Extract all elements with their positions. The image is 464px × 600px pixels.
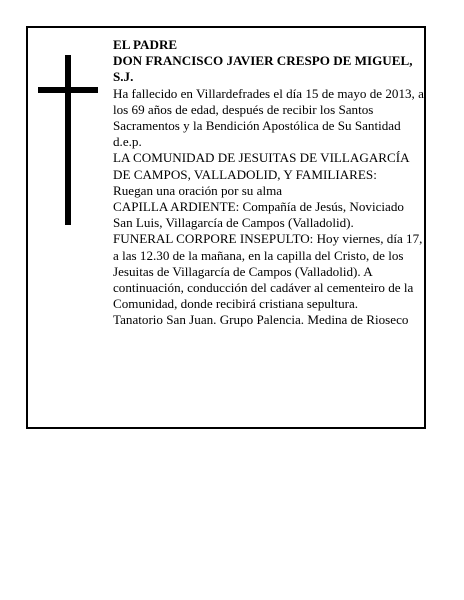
funeral-home: Tanatorio San Juan. Grupo Palencia. Medina de Rioseco [113, 312, 409, 328]
funeral-info: FUNERAL CORPORE INSEPULTO: Hoy viernes, día 17, a las 12.30 de la mañana, en la capilla del Cristo, de los Jesuitas de Villagarcía de Campos (Valladolid). A continuación, conducción del cadáver al cementeiro de la Comunidad, donde recibirá cristiana sepultura. [113, 231, 423, 312]
rest-in-peace: d.e.p. [113, 134, 142, 150]
obituary-notice [26, 26, 426, 429]
cross-vertical-bar [65, 55, 71, 225]
mourners: LA COMUNIDAD DE JESUITAS DE VILLAGARCÍA DE CAMPOS, VALLADOLID, Y FAMILIARES: [113, 150, 409, 182]
cross-icon [38, 55, 98, 225]
death-announcement: Ha fallecido en Villardefrades el día 15 de mayo de 2013, a los 69 años de edad, después de recibir los Santos Sacramentos y la Bendición Apostólica de Su Santidad [113, 85, 424, 134]
prayer-request: Ruegan una oración por su alma [113, 182, 283, 198]
deceased-name: DON FRANCISCO JAVIER CRESPO DE MIGUEL, S.J. [113, 53, 413, 85]
notice-text [113, 37, 425, 329]
notice-title: EL PADRE [113, 37, 178, 52]
chapel-info: CAPILLA ARDIENTE: Compañía de Jesús, Noviciado San Luis, Villagarcía de Campos (Valladolid). [113, 199, 404, 231]
cross-horizontal-bar [38, 87, 98, 93]
